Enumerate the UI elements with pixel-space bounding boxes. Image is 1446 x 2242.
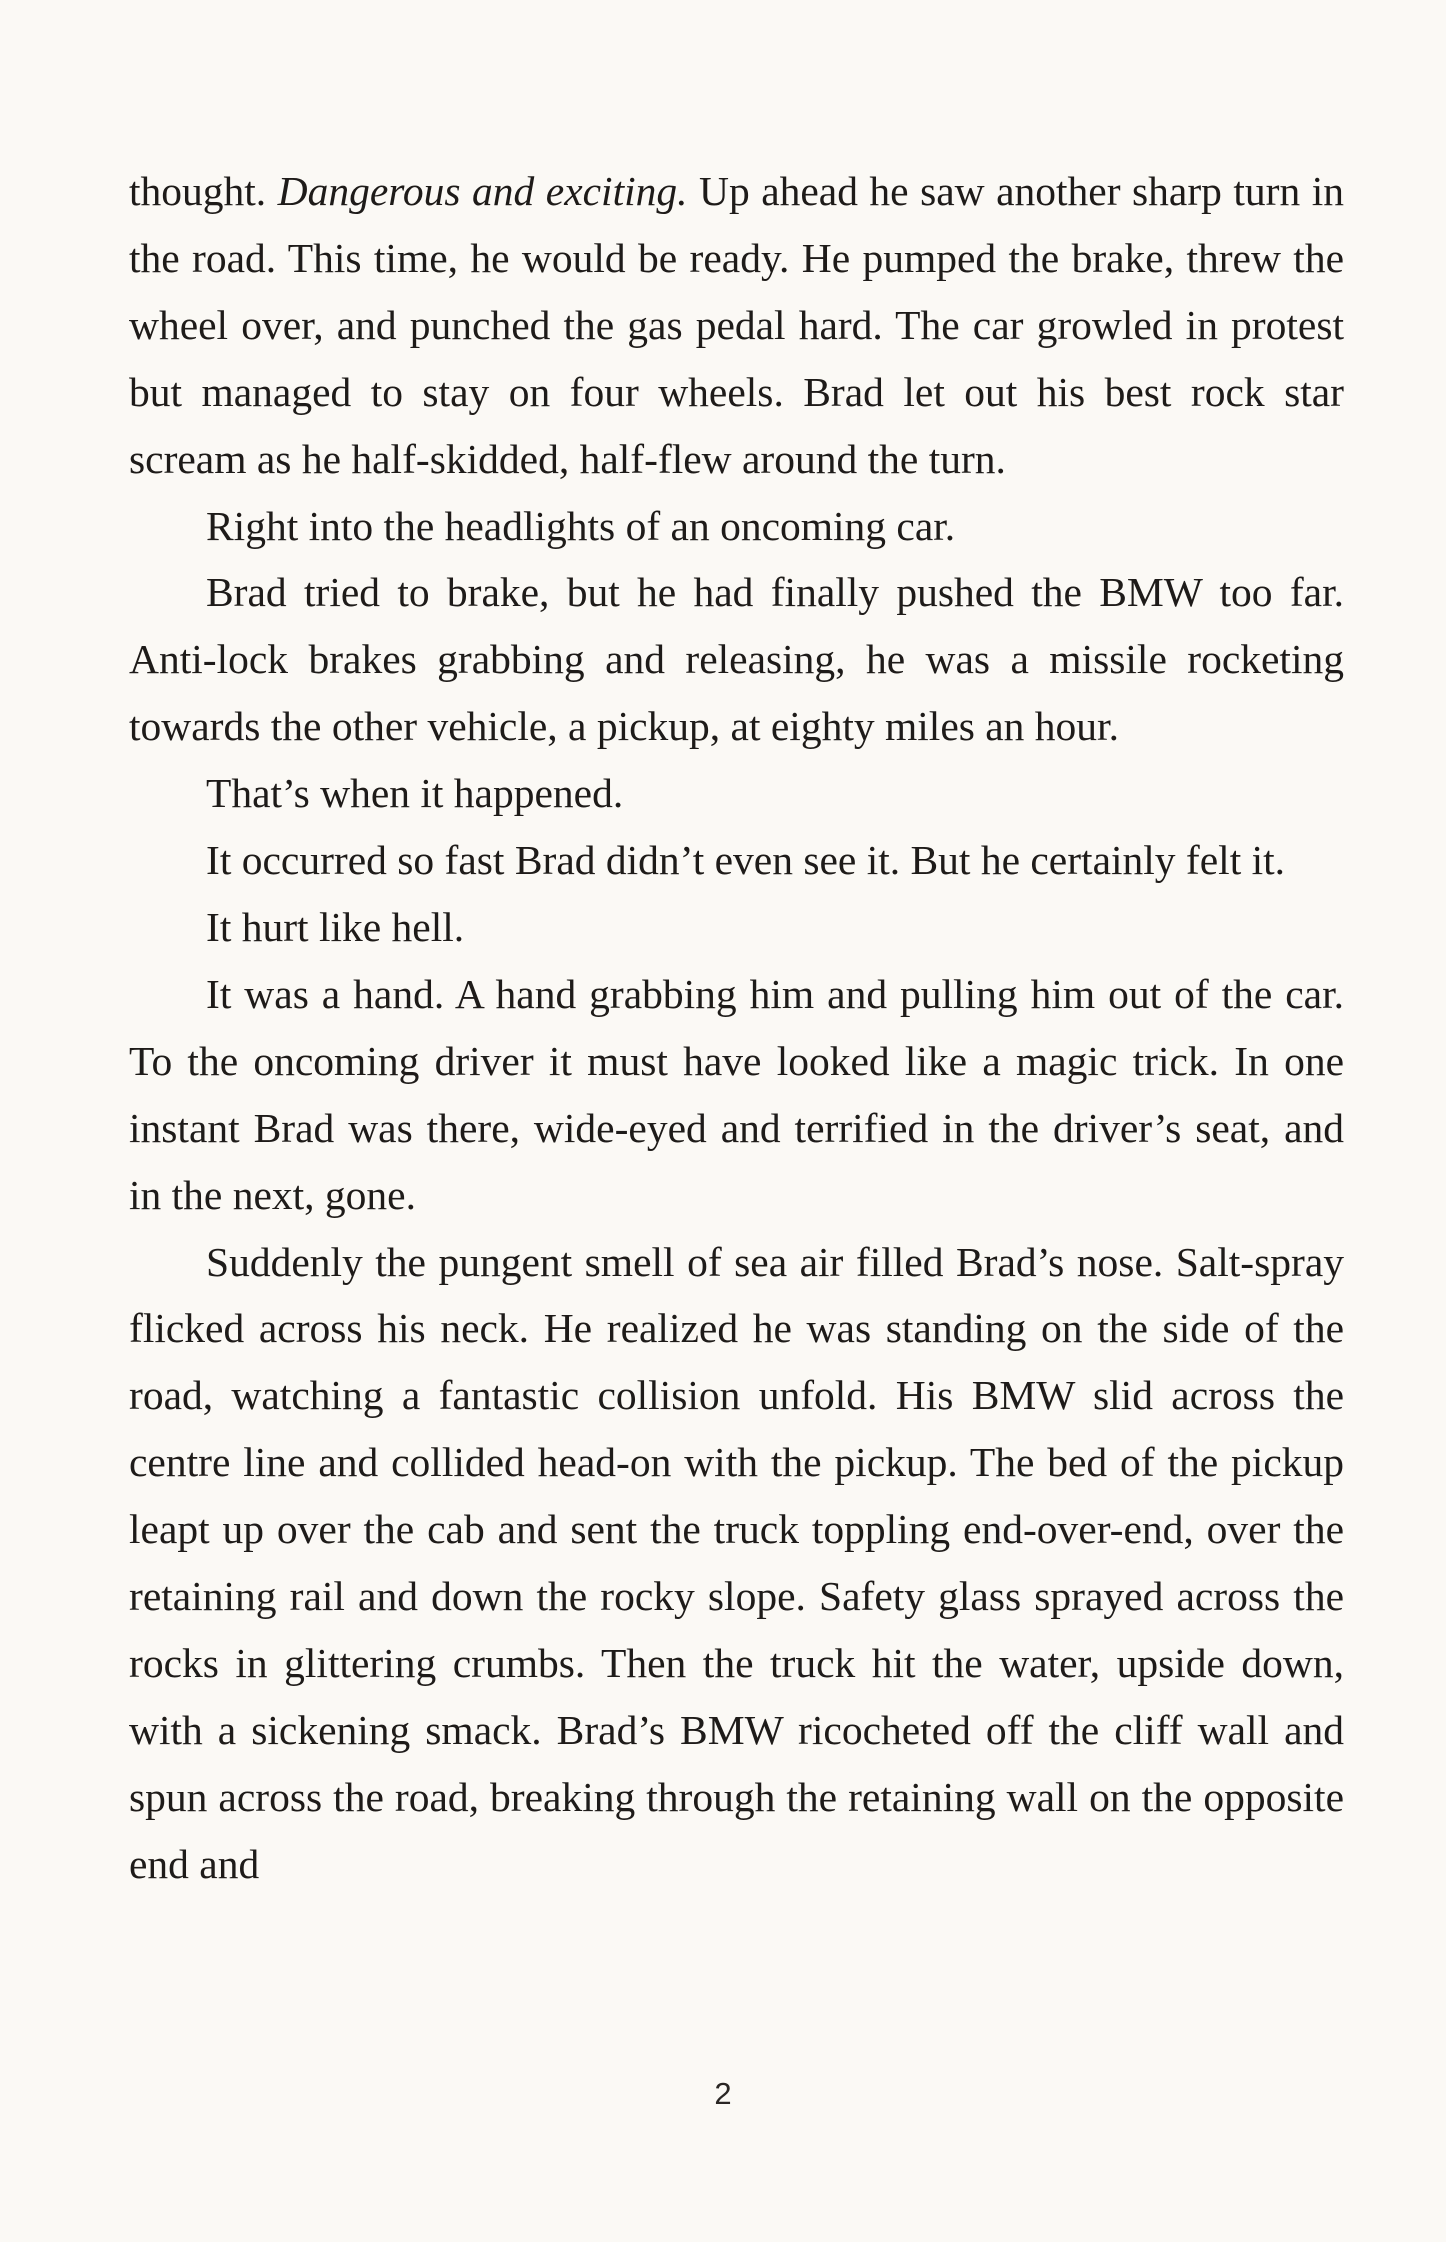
text-run: It hurt like hell.	[206, 903, 465, 950]
paragraph	[129, 493, 1344, 560]
paragraph	[129, 894, 1344, 961]
paragraph	[129, 827, 1344, 894]
body-text	[129, 158, 1344, 1898]
text-run: That’s when it happened.	[206, 770, 624, 817]
paragraph	[129, 158, 1344, 493]
paragraph	[129, 760, 1344, 827]
text-run: It occurred so fast Brad didn’t even see it. But he certainly felt it.	[206, 837, 1286, 884]
text-run: Brad tried to brake, but he had finally pushed the BMW too far. Anti-lock brakes grabbing and releasing, he was a missile rocketing towards the other vehicle, a pickup, at eighty miles an hour.	[129, 569, 1344, 750]
text-run: thought.	[129, 168, 278, 214]
page-number: 2	[714, 2076, 732, 2111]
text-run: Right into the headlights of an oncoming car.	[206, 502, 956, 549]
text-run: Suddenly the pungent smell of sea air filled Brad’s nose. Salt-spray flicked across his neck. He realized he was standing on the side of the road, watching a fantastic collision unfold. His BMW slid across the centre line and collided head-on with the pickup. The bed of the pickup leapt up over the cab and sent the truck toppling end-over-end, over the retaining rail and down the rocky slope. Safety glass sprayed across the rocks in glittering crumbs. Then the truck hit the water, upside down, with a sickening smack. Brad’s BMW ricocheted off the cliff wall and spun across the road, breaking through the retaining wall on the opposite end and	[129, 1238, 1344, 1887]
italic-run: Dangerous and exciting.	[277, 168, 688, 214]
text-run: It was a hand. A hand grabbing him and pulling him out of the car. To the oncoming driver it must have looked like a magic trick. In one instant Brad was there, wide-eyed and terrified in the driver’s seat, and in the next, gone.	[129, 970, 1344, 1218]
paragraph	[129, 961, 1344, 1229]
text-run: Up ahead he saw another sharp turn in the road. This time, he would be ready. He pumped the brake, threw the wheel over, and punched the gas pedal hard. The car growled in protest but managed to stay on four wheels. Brad let out his best rock star scream as he half-skidded, half-flew around the turn.	[129, 168, 1345, 482]
paragraph	[129, 1229, 1344, 1898]
paragraph	[129, 559, 1344, 760]
